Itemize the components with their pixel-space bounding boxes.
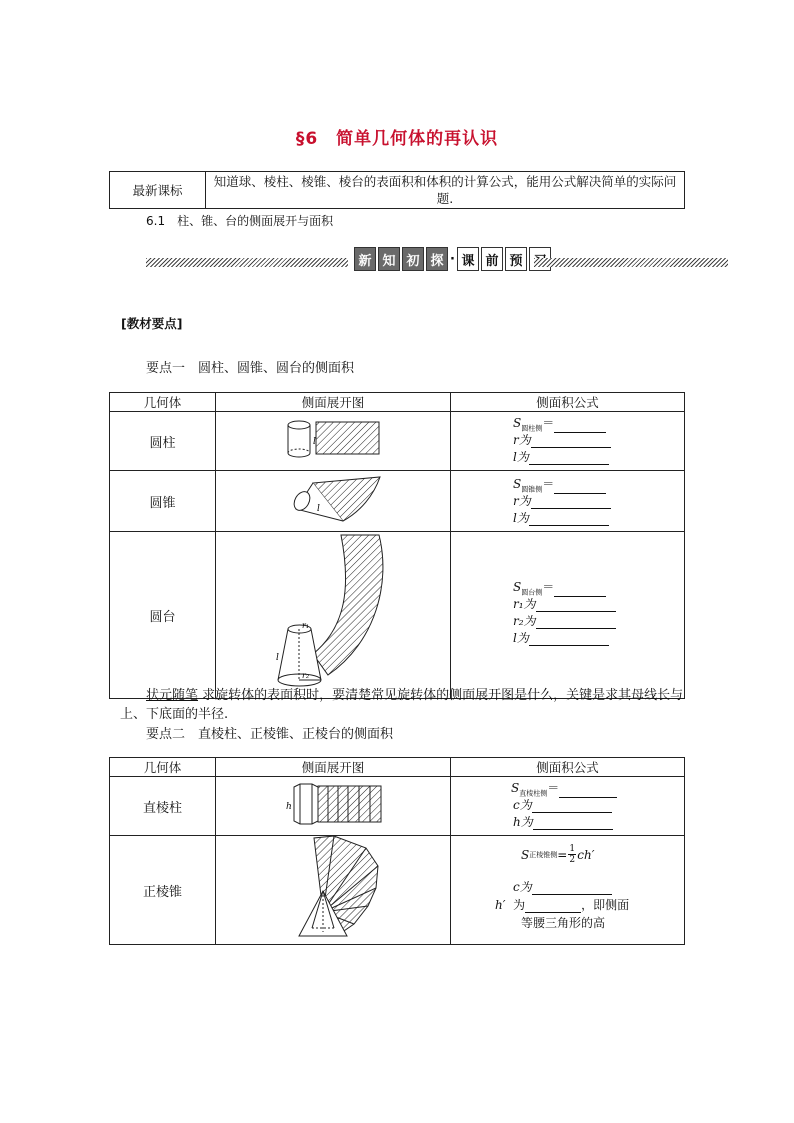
- svg-text:r₁: r₁: [302, 621, 310, 630]
- polyhedra-table: [109, 757, 685, 945]
- banner-char: 初: [402, 247, 424, 271]
- cone-net-figure: [216, 471, 451, 532]
- formula-line: r为: [513, 494, 531, 508]
- prism-formula: $S_{直棱柱侧}=$ c为 h为: [451, 777, 685, 836]
- formula-line: h为: [513, 815, 533, 829]
- banner-char: 知: [378, 247, 400, 271]
- solid-name: 圆台: [110, 532, 216, 699]
- tip-note: [120, 686, 690, 724]
- pyramid-formula: S 正棱锥侧 = 1 2 ch′ c为 h′ 为 ，即侧面 等腰三角形的高: [451, 836, 685, 945]
- section-heading: [教材要点]: [121, 316, 183, 331]
- header-net: 侧面展开图: [216, 758, 451, 777]
- formula-line: c为: [513, 880, 532, 894]
- formula-line: c为: [513, 798, 532, 812]
- cone-formula: $S_{圆锥侧}=$ r为 l为: [451, 471, 685, 532]
- point-one-title: 要点一 圆柱、圆锥、圆台的侧面积: [146, 361, 355, 376]
- prism-net-figure: [216, 777, 451, 836]
- solid-name: 圆锥: [110, 471, 216, 532]
- solid-name: 直棱柱: [110, 777, 216, 836]
- svg-text:l: l: [276, 653, 279, 663]
- solid-name: 正棱锥: [110, 836, 216, 945]
- svg-text:l: l: [317, 504, 320, 514]
- header-solid: 几何体: [110, 758, 216, 777]
- banner-separator: ·: [450, 251, 455, 267]
- frustum-formula: $S_{圆台侧}=$ r₁为 r₂为 l为: [451, 532, 685, 699]
- formula-line: l为: [513, 450, 529, 464]
- header-formula: 侧面积公式: [451, 758, 685, 777]
- subsection-title: 6.1 柱、锥、台的侧面展开与面积: [146, 214, 334, 228]
- banner-char: 新: [354, 247, 376, 271]
- standard-label: 最新课标: [110, 172, 206, 209]
- banner-char: 探: [426, 247, 448, 271]
- banner-char: 预: [505, 247, 527, 271]
- section-banner: [146, 247, 728, 277]
- banner-char: 前: [481, 247, 503, 271]
- point-two-title: 要点二 直棱柱、正棱锥、正棱台的侧面积: [146, 727, 394, 742]
- tip-tag: 状元随笔: [146, 688, 199, 703]
- header-net: 侧面展开图: [216, 393, 451, 412]
- formula-line: l为: [513, 511, 529, 525]
- banner-stripe-left: [146, 258, 348, 267]
- solid-name: 圆柱: [110, 412, 216, 471]
- fig-label-l: l: [313, 437, 316, 447]
- cylinder-net-figure: [216, 412, 451, 471]
- standard-text: 知道球、棱柱、棱锥、棱台的表面积和体积的计算公式，能用公式解决简单的实际问题.: [206, 172, 685, 209]
- tip-text: 求旋转体的表面积时，要清楚常见旋转体的侧面展开图是什么，关键是求其母线长与上、下底面的半径.: [120, 688, 684, 722]
- formula-line: r₁为: [513, 597, 536, 611]
- page-title: §6 简单几何体的再认识: [295, 129, 499, 149]
- header-formula: 侧面积公式: [451, 393, 685, 412]
- formula-line: r₂为: [513, 614, 536, 628]
- svg-text:h: h: [286, 802, 292, 812]
- standard-table: [109, 171, 685, 209]
- header-solid: 几何体: [110, 393, 216, 412]
- rotation-solids-table: [109, 392, 685, 699]
- formula-line: r为: [513, 433, 531, 447]
- pyramid-net-figure: [216, 836, 451, 945]
- frustum-net-figure: [216, 532, 451, 699]
- cylinder-formula: $S_{圆柱侧}=$ r为 l为: [451, 412, 685, 471]
- formula-line: l为: [513, 631, 529, 645]
- banner-stripe-right: [534, 258, 728, 267]
- banner-boxes: [354, 247, 553, 271]
- svg-text:r₂: r₂: [302, 671, 310, 680]
- banner-char: 课: [457, 247, 479, 271]
